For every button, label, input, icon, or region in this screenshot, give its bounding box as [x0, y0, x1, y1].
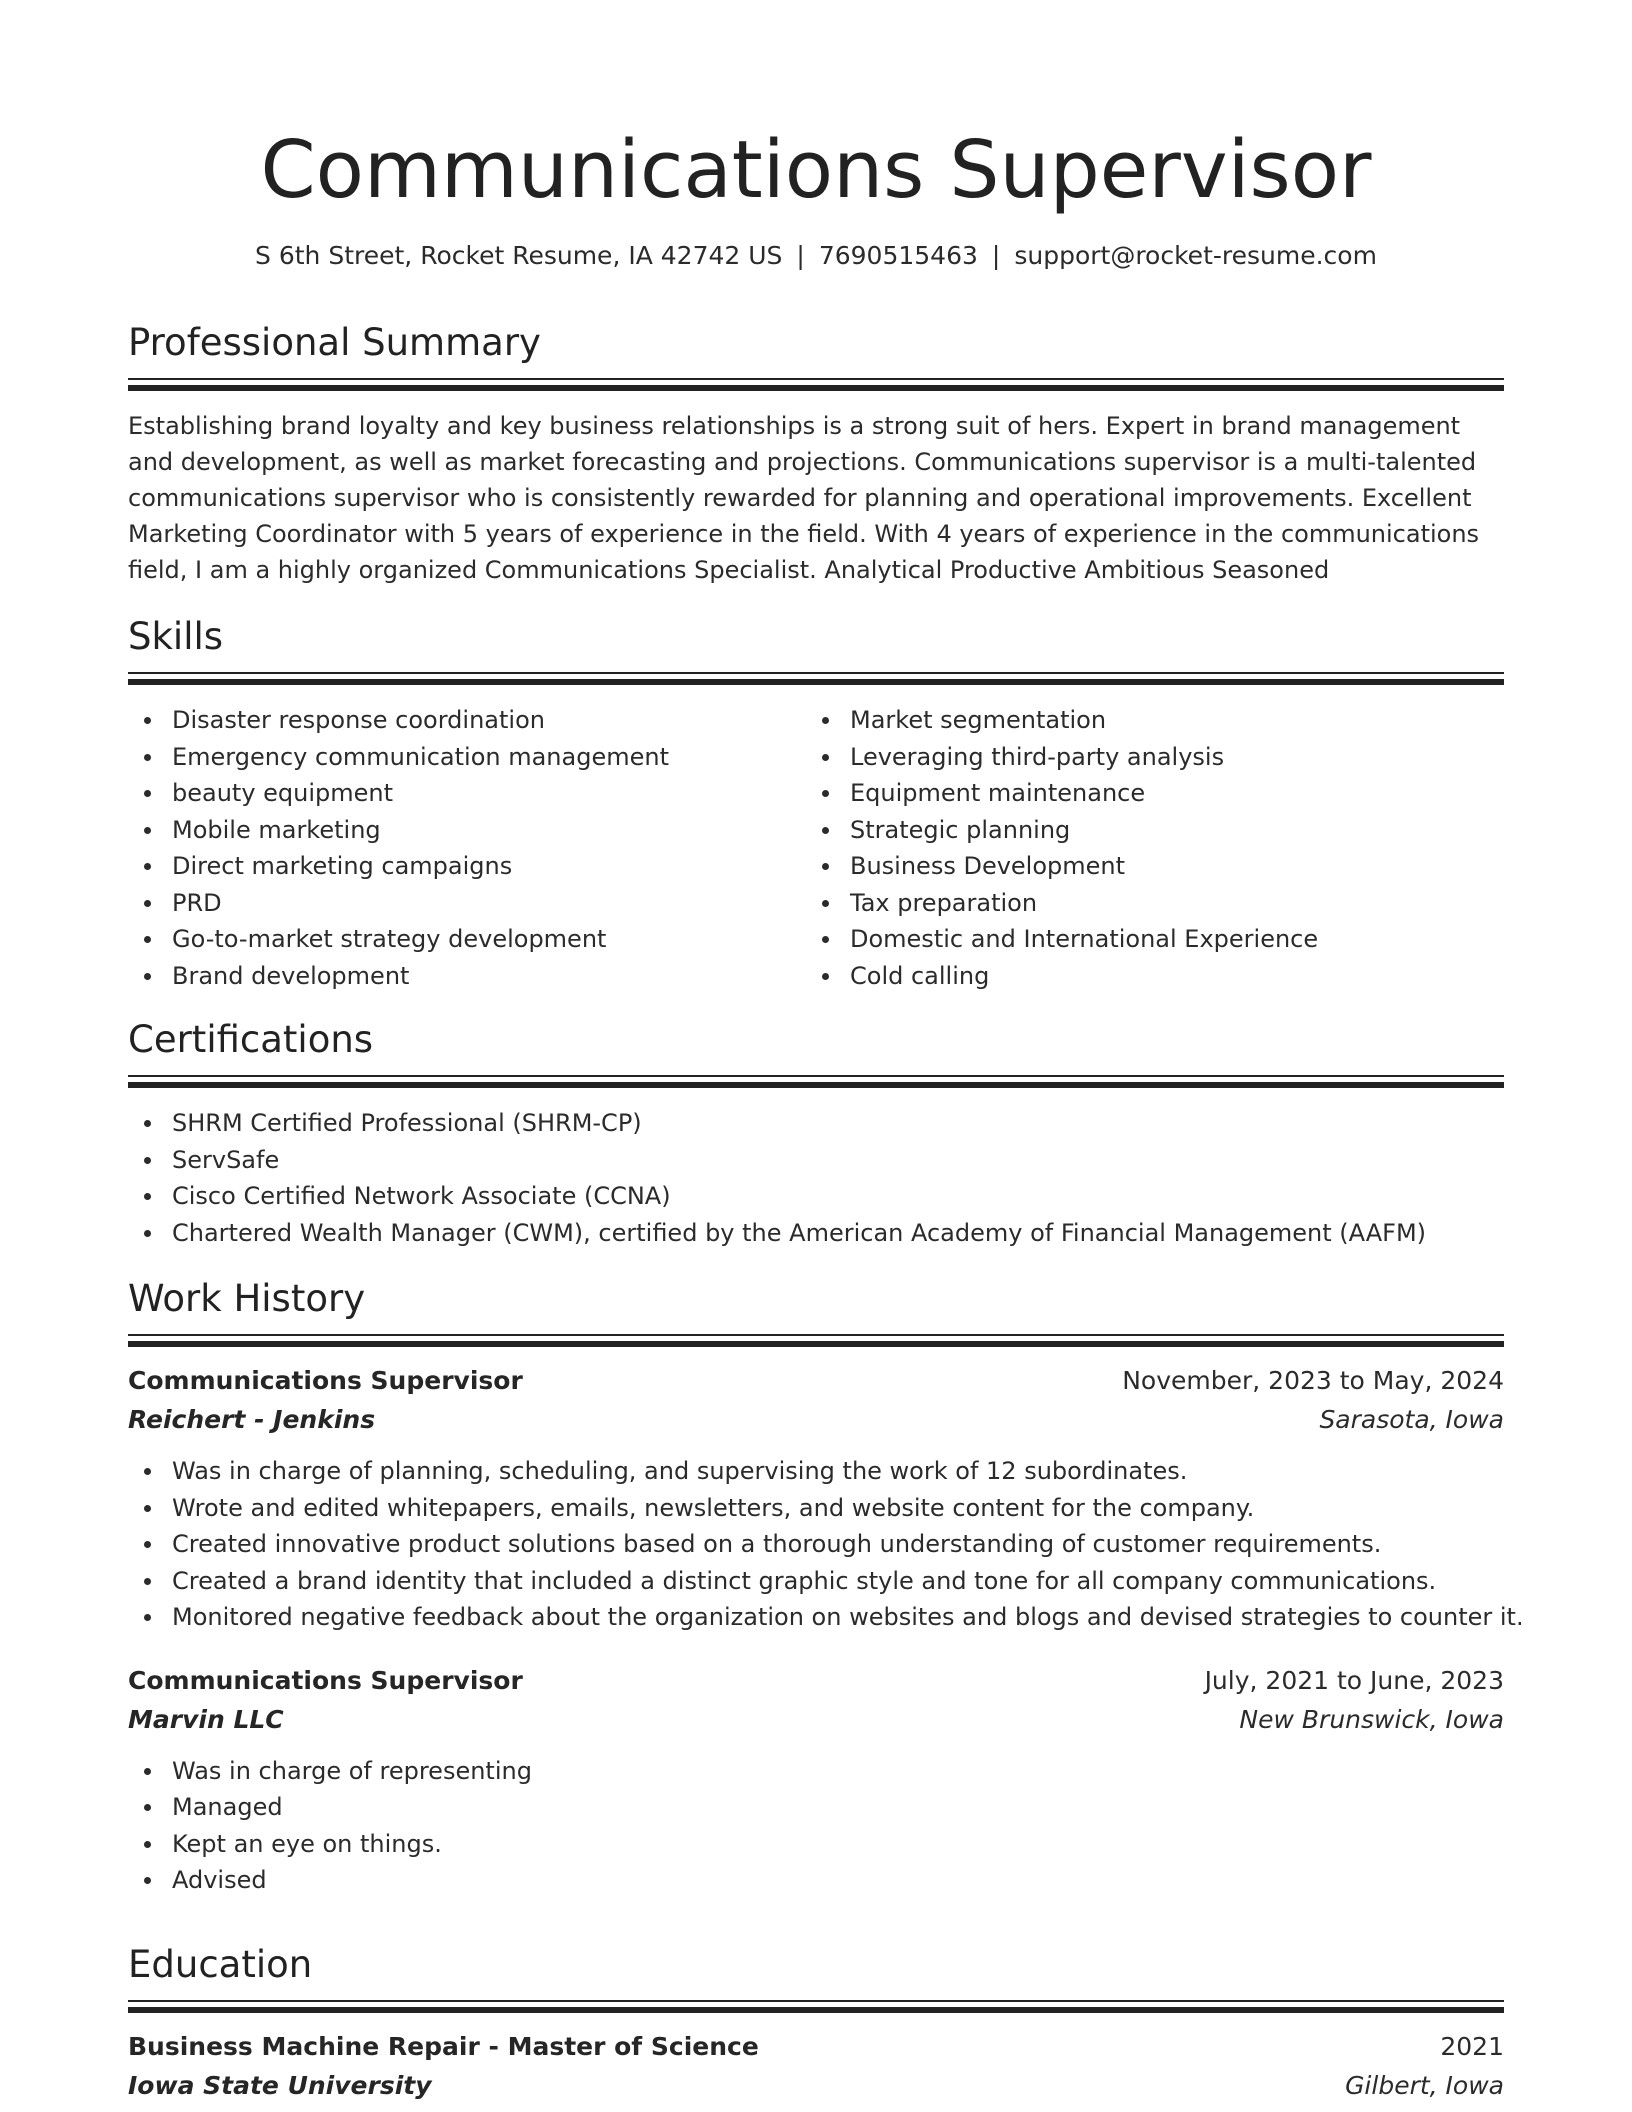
skill-item: Brand development — [128, 958, 806, 995]
contact-email[interactable]: support@rocket-resume.com — [1014, 241, 1377, 270]
job-bullet: Monitored negative feedback about the organization on websites and blogs and devised strategies to counter it. — [128, 1599, 1504, 1636]
job-company: Marvin LLC — [128, 1704, 284, 1734]
skill-item: Cold calling — [806, 958, 1484, 995]
job-bullet: Advised — [128, 1862, 1504, 1899]
section-heading-education: Education — [128, 1943, 313, 1986]
job-bullet: Created a brand identity that included a distinct graphic style and tone for all company communications. — [128, 1563, 1504, 1600]
contact-phone[interactable]: 7690515463 — [818, 241, 978, 270]
section-summary — [128, 318, 1504, 588]
job-bullet: Was in charge of planning, scheduling, and supervising the work of 12 subordinates. — [128, 1453, 1504, 1490]
job-dates: July, 2021 to June, 2023 — [1204, 1665, 1504, 1695]
certification-item: ServSafe — [128, 1142, 1504, 1179]
education-degree: Business Machine Repair - Master of Science — [128, 2032, 759, 2061]
section-heading-skills: Skills — [128, 615, 224, 658]
job-location: Sarasota, Iowa — [1319, 1405, 1504, 1434]
skill-item: Go-to-market strategy development — [128, 921, 806, 958]
job-bullet: Wrote and edited whitepapers, emails, newsletters, and website content for the company. — [128, 1490, 1504, 1527]
contact-address: S 6th Street, Rocket Resume, IA 42742 US — [255, 241, 783, 270]
skill-item: Emergency communication management — [128, 739, 806, 776]
education-location: Gilbert, Iowa — [1345, 2071, 1504, 2100]
contact-separator: | — [991, 241, 1001, 270]
job-subheader — [128, 1400, 1504, 1440]
section-divider — [128, 378, 1504, 392]
certification-item: SHRM Certified Professional (SHRM-CP) — [128, 1105, 1504, 1142]
skill-item: Tax preparation — [806, 885, 1484, 922]
education-year: 2021 — [1440, 2032, 1504, 2061]
section-divider — [128, 1334, 1504, 1348]
job-header — [128, 1362, 1504, 1400]
section-heading-summary: Professional Summary — [128, 321, 541, 364]
section-education — [128, 1940, 1504, 2106]
skill-item: beauty equipment — [128, 775, 806, 812]
job-title: Communications Supervisor — [128, 1366, 523, 1395]
section-work-history — [128, 1274, 1524, 1899]
summary-text: Establishing brand loyalty and key business relationships is a strong suit of hers. Expert in brand management and development, as well as market forecasting and projections. Communications supervisor is a multi-talented communications supervisor who is consistently rewarded for planning and operational improvements. Excellent Marketing Coordinator with 5 years of experience in the field. With 4 years of experience in the communications field, I am a highly organized Communications Specialist. Analytical Productive Ambitious Seasoned — [128, 412, 1480, 584]
certification-item: Chartered Wealth Manager (CWM), certified by the American Academy of Financial Management (AAFM) — [128, 1215, 1504, 1252]
section-divider — [128, 1075, 1504, 1089]
job-entry — [128, 1362, 1524, 1636]
skill-item: Business Development — [806, 848, 1484, 885]
education-entry — [128, 2028, 1504, 2106]
skill-item: Domestic and International Experience — [806, 921, 1484, 958]
job-title: Communications Supervisor — [128, 1665, 523, 1695]
job-bullet: Managed — [128, 1789, 1504, 1826]
education-header — [128, 2028, 1504, 2066]
skill-item: Strategic planning — [806, 812, 1484, 849]
section-certifications — [128, 1015, 1504, 1251]
section-heading-work: Work History — [128, 1277, 366, 1320]
job-company: Reichert - Jenkins — [128, 1405, 376, 1434]
job-subheader — [128, 1700, 1504, 1740]
section-divider — [128, 672, 1504, 686]
job-dates: November, 2023 to May, 2024 — [1122, 1366, 1504, 1395]
skill-item: Direct marketing campaigns — [128, 848, 806, 885]
job-entry — [128, 1662, 1504, 1899]
section-heading-certifications: Certifications — [128, 1018, 374, 1061]
skill-item: PRD — [128, 885, 806, 922]
certification-item: Cisco Certified Network Associate (CCNA) — [128, 1178, 1504, 1215]
contact-line — [128, 238, 1504, 274]
skills-list-left — [128, 702, 806, 994]
skills-columns — [128, 702, 1504, 994]
job-bullets — [128, 1453, 1524, 1636]
section-skills — [128, 612, 1504, 994]
job-header — [128, 1662, 1504, 1700]
skill-item: Equipment maintenance — [806, 775, 1484, 812]
job-bullet: Kept an eye on things. — [128, 1826, 1504, 1863]
education-school: Iowa State University — [128, 2071, 432, 2100]
skill-item: Leveraging third-party analysis — [806, 739, 1484, 776]
skill-item: Disaster response coordination — [128, 702, 806, 739]
contact-separator: | — [796, 241, 805, 270]
section-divider — [128, 2000, 1504, 2014]
resume-name: Communications Supervisor — [260, 124, 1372, 216]
certifications-list — [128, 1105, 1504, 1251]
skills-list-right — [806, 702, 1484, 994]
job-location: New Brunswick, Iowa — [1239, 1704, 1504, 1734]
job-bullets — [128, 1753, 1504, 1899]
job-bullet: Created innovative product solutions based on a thorough understanding of customer requirements. — [128, 1526, 1504, 1563]
job-bullet: Was in charge of representing — [128, 1753, 1504, 1790]
education-subheader — [128, 2066, 1504, 2106]
skill-item: Mobile marketing — [128, 812, 806, 849]
skill-item: Market segmentation — [806, 702, 1484, 739]
